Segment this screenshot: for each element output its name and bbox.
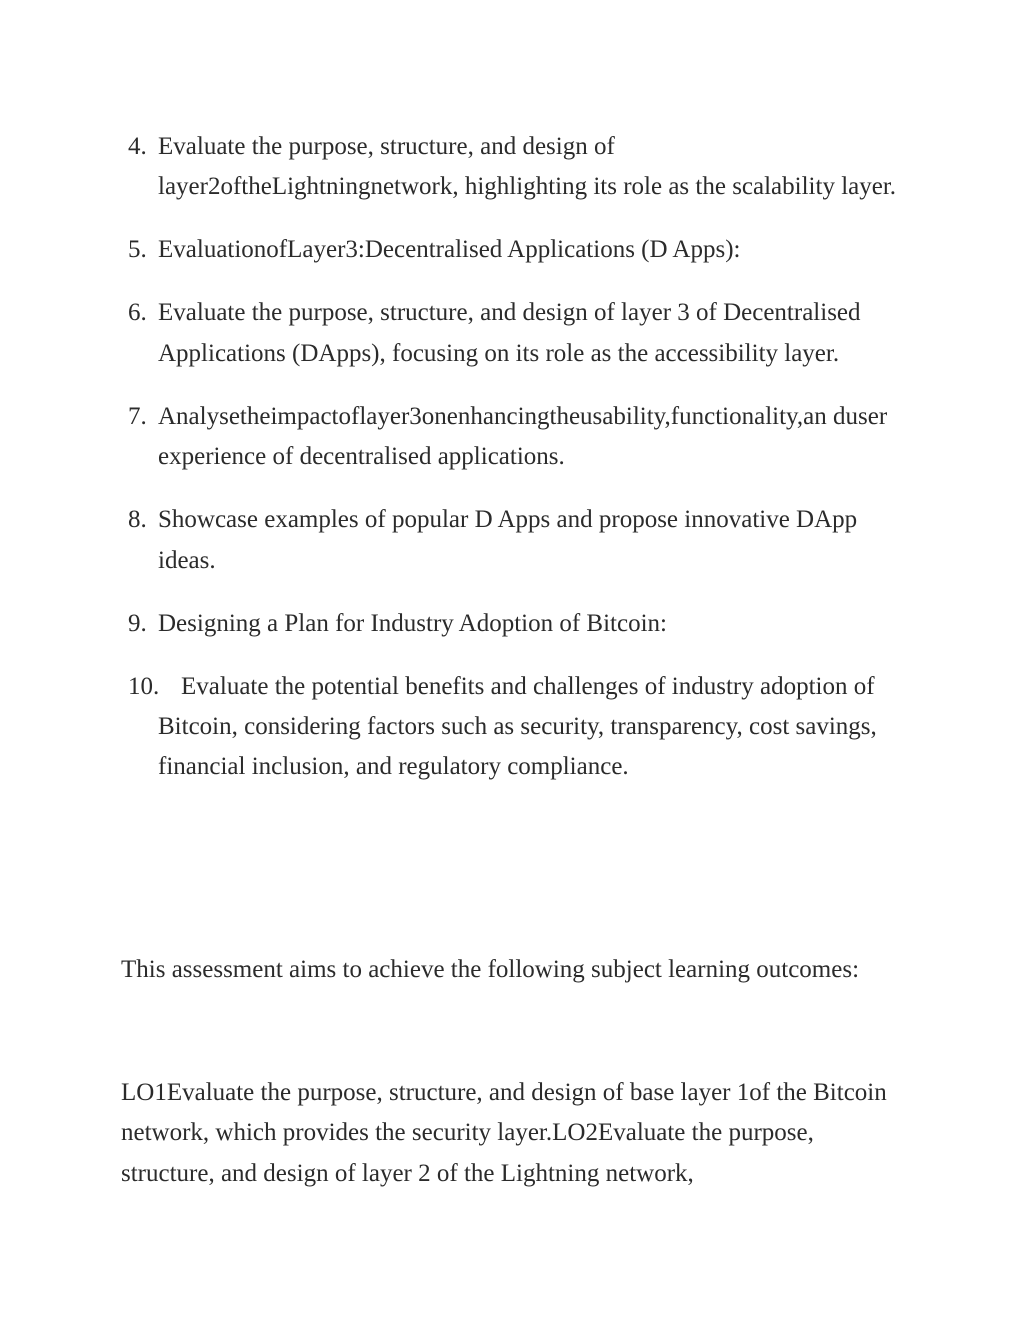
list-item xyxy=(0,397,903,478)
list-item-text: Showcase examples of popular D Apps and propose innovative DApp ideas. xyxy=(158,506,858,574)
learning-outcomes-paragraph: LO1Evaluate the purpose, structure, and design of base layer 1of the Bitcoin network, which provides the security layer.LO2Evaluate the purpose, structure, and design of layer 2 of the Lightning network, xyxy=(121,1079,887,1187)
list-item xyxy=(0,127,903,208)
list-item xyxy=(0,604,903,644)
list-item-number: 4. xyxy=(128,133,147,160)
list-item-text: Evaluate the purpose, structure, and design of layer2oftheLightningnetwork, highlighting its role as the scalability layer. xyxy=(158,133,897,201)
list-item-text: Evaluate the potential benefits and challenges of industry adoption of Bitcoin, considering factors such as security, transparency, cost savings, financial inclusion, and regulatory compliance. xyxy=(158,672,877,781)
list-item-number: 10. xyxy=(128,672,160,700)
list-item xyxy=(0,293,903,374)
list-item-text-wrapper xyxy=(158,667,903,788)
list-item-number: 5. xyxy=(128,236,147,264)
list-item xyxy=(0,500,903,581)
list-item-text: Designing a Plan for Industry Adoption of Bitcoin: xyxy=(158,609,667,637)
list-item-number: 9. xyxy=(128,609,147,637)
intro-paragraph: This assessment aims to achieve the following subject learning outcomes: xyxy=(121,956,860,983)
list-item-number: 6. xyxy=(128,299,147,327)
list-item xyxy=(0,230,903,270)
list-item-text: Analysetheimpactoflayer3onenhancingtheusability,functionality,an duser experience of decentralised applications. xyxy=(158,402,888,471)
list-item-text: Evaluate the purpose, structure, and design of layer 3 of Decentralised Applications (DApps), focusing on its role as the accessibility layer. xyxy=(158,299,861,367)
list-item-number: 7. xyxy=(128,402,147,430)
list-item xyxy=(0,667,903,788)
list-item-number: 8. xyxy=(128,506,147,534)
list-item-text: EvaluationofLayer3:Decentralised Applications (D Apps): xyxy=(158,236,741,264)
numbered-list xyxy=(0,127,1024,810)
